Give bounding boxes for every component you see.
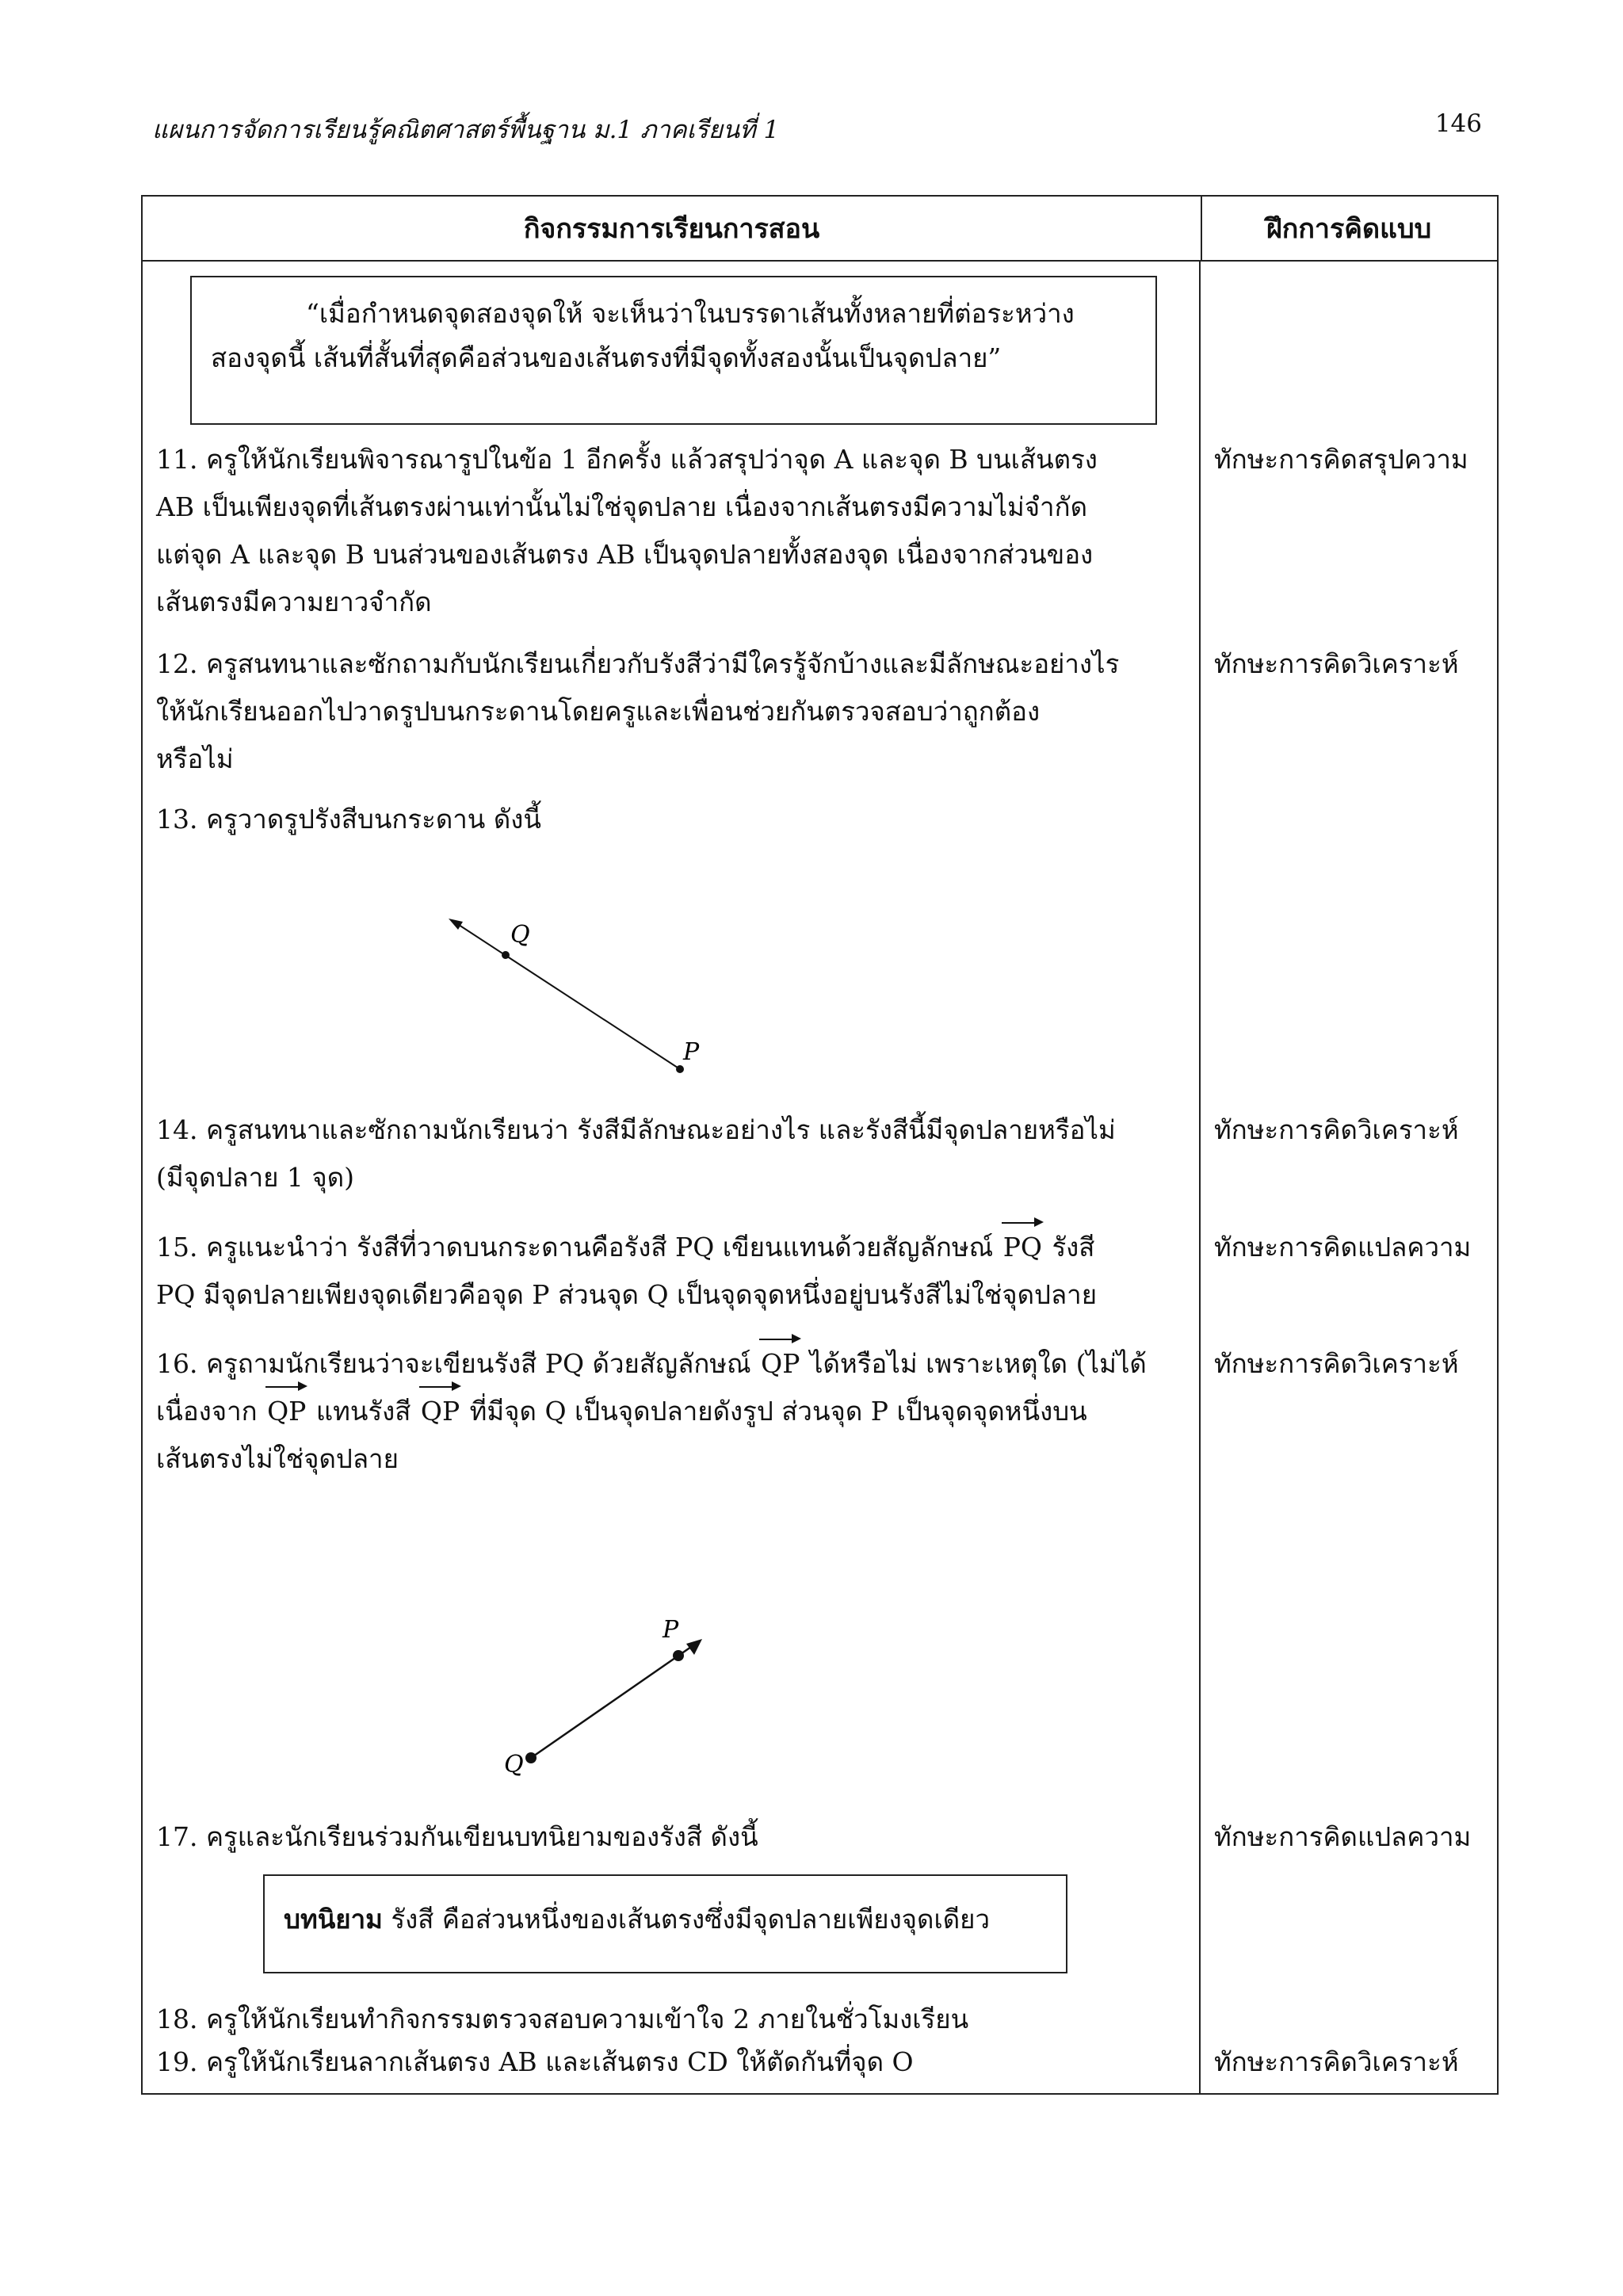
document-title: แผนการจัดการเรียนรู้คณิตศาสตร์พื้นฐาน ม.1 ภาคเรียนที่ 1 bbox=[152, 116, 780, 144]
column-divider bbox=[1199, 260, 1201, 2095]
skill-11: ทักษะการคิดสรุปความ bbox=[1214, 444, 1468, 475]
item-17 bbox=[156, 1813, 1186, 1861]
item-line: 18. ครูให้นักเรียนทำกิจกรรมตรวจสอบความเข้าใจ 2 ภายในชั่วโมงเรียน bbox=[156, 2004, 969, 2034]
quote-box bbox=[190, 276, 1157, 425]
lesson-table bbox=[141, 195, 1499, 2095]
item-line bbox=[156, 1340, 1186, 1388]
skill-14: ทักษะการคิดวิเคราะห์ bbox=[1214, 1114, 1459, 1145]
ray-arrowhead bbox=[686, 1639, 702, 1655]
text-run: ที่มีจุด Q เป็นจุดปลายดังรูป ส่วนจุด P เป็นจุดจุดหนึ่งบน bbox=[461, 1396, 1087, 1427]
text-run: แทนรังสี bbox=[307, 1396, 419, 1427]
item-12 bbox=[156, 640, 1186, 783]
label-q: Q bbox=[510, 921, 530, 949]
ray-figure-pq bbox=[444, 914, 729, 1088]
label-p: P bbox=[663, 1616, 679, 1644]
item-line bbox=[156, 1224, 1186, 1271]
item-line: 17. ครูและนักเรียนร่วมกันเขียนบทนิยามของรังสี ดังนี้ bbox=[156, 1821, 758, 1852]
point-q bbox=[502, 951, 510, 959]
label-q: Q bbox=[504, 1751, 524, 1778]
ray-figure-qp bbox=[475, 1591, 745, 1790]
item-line: (มีจุดปลาย 1 จุด) bbox=[156, 1162, 355, 1193]
item-line: 12. ครูสนทนาและซักถามกับนักเรียนเกี่ยวกับรังสีว่ามีใครรู้จักบ้างและมีลักษณะอย่างไร bbox=[156, 648, 1120, 679]
label-p: P bbox=[683, 1038, 700, 1066]
item-line: เส้นตรงไม่ใช่จุดปลาย bbox=[156, 1443, 399, 1474]
item-line: หรือไม่ bbox=[156, 743, 234, 774]
column-header-thinking: ฝึกการคิดแบบ bbox=[1201, 197, 1497, 262]
text-run: เนื่องจาก bbox=[156, 1396, 266, 1427]
definition-term: บทนิยาม bbox=[284, 1904, 383, 1935]
text-run: 16. ครูถามนักเรียนว่าจะเขียนรังสี PQ ด้วยสัญลักษณ์ bbox=[156, 1348, 760, 1379]
item-line: AB เป็นเพียงจุดที่เส้นตรงผ่านเท่านั้นไม่ใช่จุดปลาย เนื่องจากเส้นตรงมีความไม่จำกัด bbox=[156, 491, 1087, 522]
item-18 bbox=[156, 1996, 1186, 2043]
item-13 bbox=[156, 796, 1186, 843]
item-line: ให้นักเรียนออกไปวาดรูปบนกระดานโดยครูและเพื่อนช่วยกันตรวจสอบว่าถูกต้อง bbox=[156, 696, 1041, 727]
page-header bbox=[152, 101, 1482, 157]
ray-symbol: PQ bbox=[1002, 1224, 1044, 1271]
item-line: แต่จุด A และจุด B บนส่วนของเส้นตรง AB เป็นจุดปลายทั้งสองจุด เนื่องจากส่วนของ bbox=[156, 539, 1094, 570]
text-run: ได้หรือไม่ เพราะเหตุใด (ไม่ได้ bbox=[801, 1348, 1147, 1379]
skill-19: ทักษะการคิดวิเคราะห์ bbox=[1214, 2046, 1459, 2077]
item-16 bbox=[156, 1340, 1186, 1483]
item-11 bbox=[156, 436, 1186, 626]
ray-pq-line bbox=[456, 923, 680, 1069]
page-number: 146 bbox=[1434, 109, 1482, 138]
ray-qp-line bbox=[531, 1647, 691, 1758]
item-line: 11. ครูให้นักเรียนพิจารณารูปในข้อ 1 อีกครั้ง แล้วสรุปว่าจุด A และจุด B บนเส้นตรง bbox=[156, 444, 1098, 475]
item-line: 14. ครูสนทนาและซักถามนักเรียนว่า รังสีมีลักษณะอย่างไร และรังสีนี้มีจุดปลายหรือไม่ bbox=[156, 1114, 1116, 1145]
item-15 bbox=[156, 1224, 1186, 1319]
ray-arrowhead bbox=[449, 919, 463, 930]
text-run: 15. ครูแนะนำว่า รังสีที่วาดบนกระดานคือรังสี PQ เขียนแทนด้วยสัญลักษณ์ bbox=[156, 1232, 1002, 1263]
text-run: รังสี bbox=[1043, 1232, 1095, 1263]
skill-16: ทักษะการคิดวิเคราะห์ bbox=[1214, 1348, 1459, 1379]
point-p bbox=[673, 1650, 684, 1661]
item-14 bbox=[156, 1106, 1186, 1201]
ray-symbol: QP bbox=[759, 1340, 801, 1388]
quote-line: “เมื่อกำหนดจุดสองจุดให้ จะเห็นว่าในบรรดาเส้นทั้งหลายที่ต่อระหว่าง bbox=[306, 298, 1075, 329]
item-line: 19. ครูให้นักเรียนลากเส้นตรง AB และเส้นตรง CD ให้ตัดกันที่จุด O bbox=[156, 2046, 914, 2077]
ray-symbol: QP bbox=[265, 1388, 307, 1435]
item-line: PQ มีจุดปลายเพียงจุดเดียวคือจุด P ส่วนจุด Q เป็นจุดจุดหนึ่งอยู่บนรังสีไม่ใช่จุดปลาย bbox=[156, 1279, 1098, 1310]
definition-box bbox=[263, 1874, 1067, 1973]
definition-text: รังสี คือส่วนหนึ่งของเส้นตรงซึ่งมีจุดปลายเพียงจุดเดียว bbox=[382, 1904, 991, 1935]
item-19 bbox=[156, 2038, 1186, 2086]
item-line: เส้นตรงมีความยาวจำกัด bbox=[156, 586, 432, 617]
skill-12: ทักษะการคิดวิเคราะห์ bbox=[1214, 648, 1459, 679]
item-line bbox=[156, 1388, 1186, 1435]
skill-15: ทักษะการคิดแปลความ bbox=[1214, 1232, 1472, 1263]
item-line: 13. ครูวาดรูปรังสีบนกระดาน ดังนี้ bbox=[156, 804, 541, 835]
ray-symbol: QP bbox=[419, 1388, 461, 1435]
skill-17: ทักษะการคิดแปลความ bbox=[1214, 1821, 1472, 1852]
column-header-activities: กิจกรรมการเรียนการสอน bbox=[143, 197, 1202, 262]
point-p bbox=[676, 1065, 684, 1073]
quote-line: สองจุดนี้ เส้นที่สั้นที่สุดคือส่วนของเส้นตรงที่มีจุดทั้งสองนั้นเป็นจุดปลาย” bbox=[211, 342, 1002, 373]
point-q bbox=[525, 1752, 537, 1763]
